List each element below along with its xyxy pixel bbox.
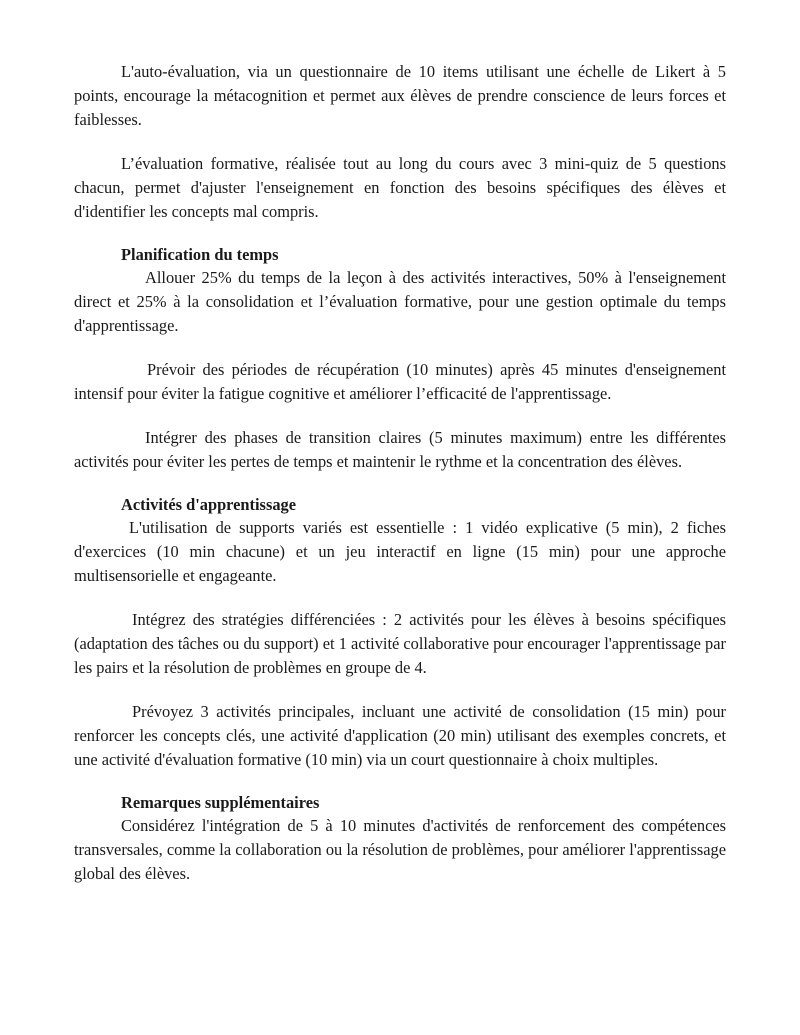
heading-learning-activities: Activités d'apprentissage <box>121 495 296 514</box>
paragraph-time-allocation: Allouer 25% du temps de la leçon à des activités interactives, 50% à l'enseignement direct et 25% à la consolidation et l’évaluation formative, pour une gestion optimale du temps d'apprentissage. <box>74 268 726 335</box>
heading-time-planning: Planification du temps <box>121 245 279 264</box>
paragraph-recovery-periods: Prévoir des périodes de récupération (10 minutes) après 45 minutes d'enseignement intensif pour éviter la fatigue cognitive et améliorer l’efficacité de l'apprentissage. <box>74 360 726 403</box>
paragraph-main-activities: Prévoyez 3 activités principales, incluant une activité de consolidation (15 min) pour renforcer les concepts clés, une activité d'application (20 min) utilisant des exemples concrets, et une activité d'évaluation formative (10 min) via un court questionnaire à choix multiples. <box>74 702 726 769</box>
paragraph-self-assessment: L'auto-évaluation, via un questionnaire de 10 items utilisant une échelle de Likert à 5 points, encourage la métacognition et permet aux élèves de prendre conscience de leurs forces et faiblesses. <box>74 62 726 129</box>
paragraph-differentiated-strategies: Intégrez des stratégies différenciées : 2 activités pour les élèves à besoins spécifiques (adaptation des tâches ou du support) et 1 activité collaborative pour encourager l'apprentissage par les pairs et la résolution de problèmes en groupe de 4. <box>74 610 726 677</box>
paragraph-transition-phases: Intégrer des phases de transition claires (5 minutes maximum) entre les différentes activités pour éviter les pertes de temps et maintenir le rythme et la concentration des élèves. <box>74 428 726 471</box>
document-page <box>74 60 726 886</box>
paragraph-varied-supports: L'utilisation de supports variés est essentielle : 1 vidéo explicative (5 min), 2 fiches d'exercices (10 min chacune) et un jeu interactif en ligne (15 min) pour une approche multisensorielle et engageante. <box>74 518 726 585</box>
heading-additional-remarks: Remarques supplémentaires <box>121 793 320 812</box>
paragraph-transversal-skills: Considérez l'intégration de 5 à 10 minutes d'activités de renforcement des compétences transversales, comme la collaboration ou la résolution de problèmes, pour améliorer l'apprentissage global des élèves. <box>74 816 726 883</box>
paragraph-formative-assessment: L’évaluation formative, réalisée tout au long du cours avec 3 mini-quiz de 5 questions chacun, permet d'ajuster l'enseignement en fonction des besoins spécifiques des élèves et d'identifier les concepts mal compris. <box>74 154 726 221</box>
